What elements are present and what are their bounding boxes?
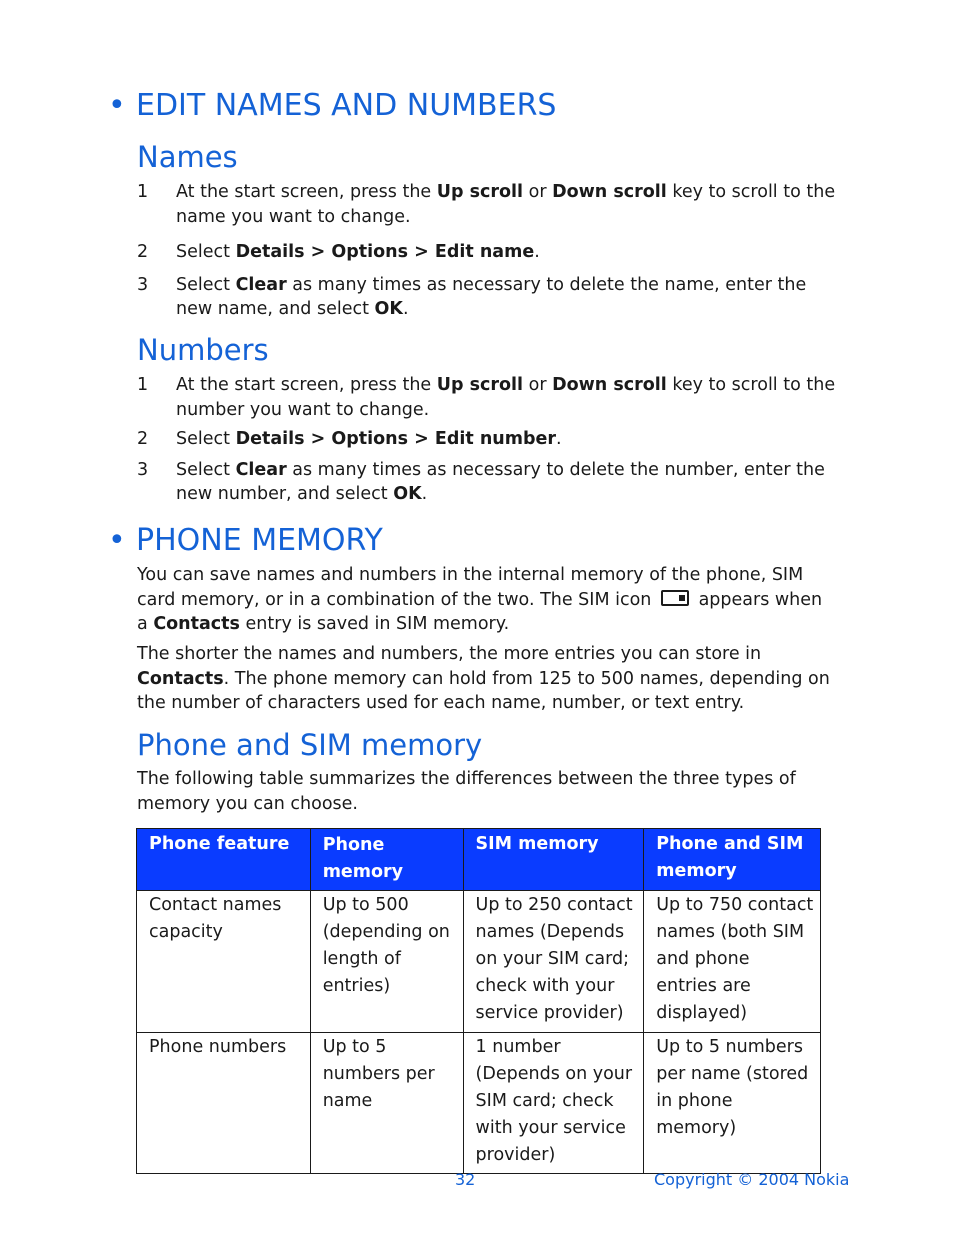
page-number: 32 — [455, 1170, 476, 1189]
table-cell: Up to 500 (depending on length of entries) — [310, 891, 463, 1033]
step-number: 1 — [137, 375, 149, 395]
table-row — [137, 1033, 821, 1174]
list-item — [137, 458, 837, 507]
table-cell: Up to 250 contact names (Depends on your SIM card; check with your service provider) — [463, 891, 644, 1033]
table-header-row — [137, 829, 821, 891]
step-text: Select Clear as many times as necessary to delete the name, enter the new name, and select OK. — [176, 274, 807, 319]
section-title-edit-names — [108, 88, 556, 123]
section-title-phone-memory — [108, 523, 383, 558]
table-cell: Up to 750 contact names (both SIM and phone entries are displayed) — [644, 891, 821, 1033]
bullet: • — [108, 523, 126, 558]
list-item — [137, 373, 837, 422]
phone-memory-paragraph-2: The shorter the names and numbers, the more entries you can store in Contacts. The phone memory can hold from 125 to 500 names, depending on the number of characters used for each name, number, or text entry. — [137, 644, 830, 713]
table-cell: Contact names capacity — [137, 891, 311, 1033]
table-cell: Up to 5 numbers per name (stored in phone memory) — [644, 1033, 821, 1174]
list-item — [137, 427, 837, 452]
section-title-text: PHONE MEMORY — [136, 523, 383, 558]
table-cell: Up to 5 numbers per name — [310, 1033, 463, 1174]
table-cell: 1 number (Depends on your SIM card; check with your service provider) — [463, 1033, 644, 1174]
step-text: At the start screen, press the Up scroll or Down scroll key to scroll to the name you want to change. — [176, 182, 836, 227]
copyright: Copyright © 2004 Nokia — [654, 1170, 850, 1189]
table-header: Phone memory — [310, 829, 463, 891]
phone-memory-paragraph-1: You can save names and numbers in the internal memory of the phone, SIM card memory, or in a combination of the two. The SIM icon appears when a Contacts entry is saved in SIM memory. — [137, 565, 823, 634]
memory-comparison-table — [136, 828, 821, 1174]
names-heading: Names — [137, 140, 238, 174]
step-text: Select Clear as many times as necessary to delete the number, enter the new number, and select OK. — [176, 459, 825, 504]
step-text: Select Details > Options > Edit name. — [176, 242, 540, 262]
table-header: SIM memory — [463, 829, 644, 891]
list-item — [137, 180, 837, 229]
step-text: At the start screen, press the Up scroll or Down scroll key to scroll to the number you want to change. — [176, 375, 836, 420]
table-cell: Phone numbers — [137, 1033, 311, 1174]
numbers-steps — [137, 373, 837, 507]
names-steps — [137, 180, 837, 322]
table-row — [137, 891, 821, 1033]
list-item — [137, 240, 837, 265]
step-number: 2 — [137, 242, 149, 262]
step-number: 1 — [137, 182, 149, 202]
phone-sim-memory-heading: Phone and SIM memory — [137, 728, 483, 762]
table-header: Phone feature — [137, 829, 311, 891]
step-number: 3 — [137, 274, 149, 295]
list-item — [137, 273, 837, 322]
step-number: 3 — [137, 459, 149, 480]
section-title-text: EDIT NAMES AND NUMBERS — [136, 88, 557, 123]
step-text: Select Details > Options > Edit number. — [176, 429, 562, 449]
sim-card-icon — [661, 590, 689, 606]
numbers-heading: Numbers — [137, 333, 269, 367]
step-number: 2 — [137, 429, 149, 449]
phone-sim-memory-intro: The following table summarizes the differences between the three types of memory you can choose. — [137, 769, 796, 814]
table-header: Phone and SIM memory — [644, 829, 821, 891]
bullet: • — [108, 88, 126, 123]
